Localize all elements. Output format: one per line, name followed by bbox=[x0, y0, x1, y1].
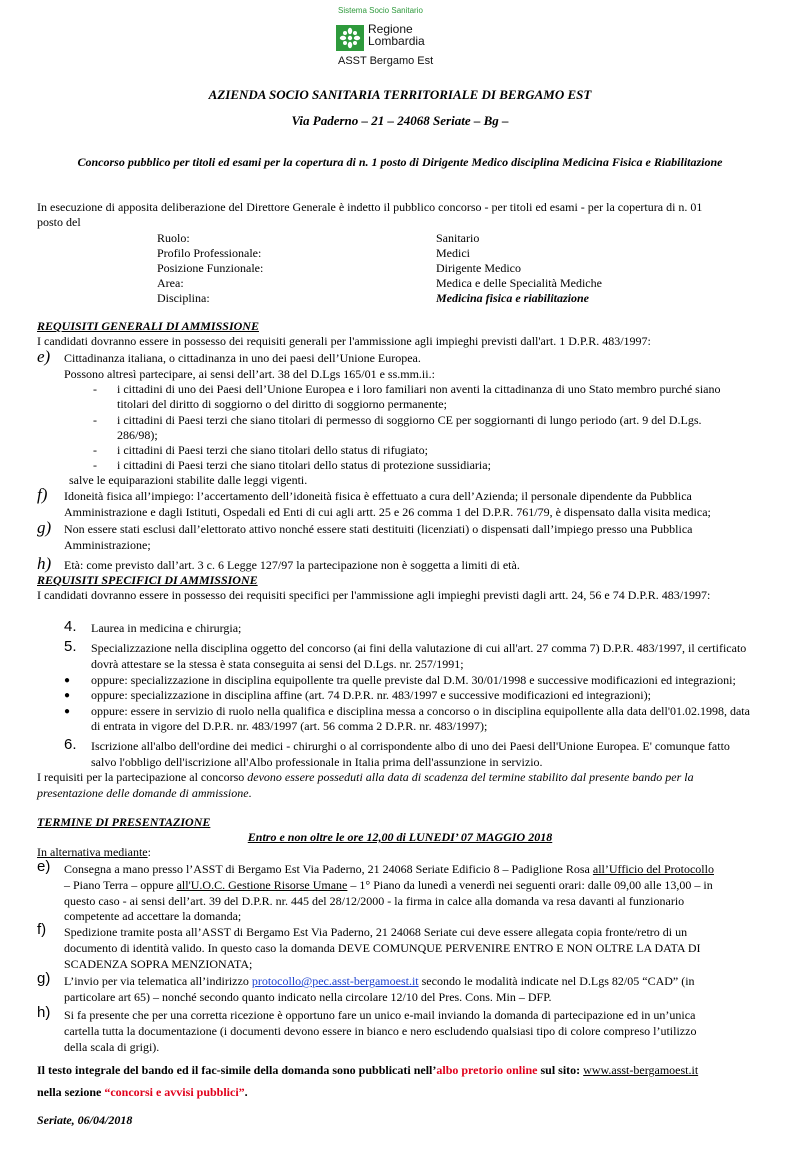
requisiti-note-dot: . bbox=[248, 786, 252, 800]
list-number: 6. bbox=[64, 736, 77, 753]
alternativa-label: In alternativa mediante bbox=[37, 845, 148, 859]
generali-f-text-cont: Amministrazione e dagli Istituti, Ospedali ed Enti di cui agli artt. 25 e 26 comma 1 del D.P.R. 761/79, è dispensato dalla visita medica; bbox=[64, 505, 711, 519]
posto-label: Ruolo: bbox=[157, 231, 190, 245]
generali-e-text: Cittadinanza italiana, o cittadinanza in uno dei paesi dell’Unione Europea. bbox=[64, 351, 421, 365]
section-heading-generali: REQUISITI GENERALI DI AMMISSIONE bbox=[37, 319, 259, 333]
specifici-5-text: Specializzazione nella disciplina oggetto del concorso (ai fini della valutazione di cui all'art. 27 comma 7) D.P.R. 483/1997, il certificato bbox=[91, 641, 747, 655]
dash-marker: - bbox=[93, 443, 97, 457]
website-link[interactable]: www.asst-bergamoest.it bbox=[583, 1063, 699, 1077]
dash-marker: - bbox=[93, 458, 97, 472]
termine-g-line-2: particolare art 65) – nonché secondo quanto indicato nella circolare 12/10 del Pres. Cons. Min – DFP. bbox=[64, 990, 552, 1004]
concorsi-section-text: “concorsi e avvisi pubblici” bbox=[104, 1085, 245, 1099]
posto-label: Posizione Funzionale: bbox=[157, 261, 264, 275]
requisiti-note-cont bbox=[37, 786, 252, 801]
dash-marker: - bbox=[93, 413, 97, 427]
termine-g-text: secondo le modalità indicate nel D.Lgs 82/05 “CAD” (in bbox=[418, 974, 695, 988]
generali-g-text-cont: Amministrazione; bbox=[64, 538, 151, 552]
albo-pretorio-text: albo pretorio online bbox=[436, 1063, 538, 1077]
logo-regione-lombardia bbox=[368, 23, 425, 47]
posto-label: Profilo Professionale: bbox=[157, 246, 262, 260]
posto-value: Medicina fisica e riabilitazione bbox=[436, 291, 589, 305]
intro-line-2: posto del bbox=[37, 215, 81, 229]
pec-email-link[interactable]: protocollo@pec.asst-bergamoest.it bbox=[251, 974, 419, 988]
posto-label: Disciplina: bbox=[157, 291, 210, 305]
termine-deadline: Entro e non oltre le ore 12,00 di LUNEDI’ 07 MAGGIO 2018 bbox=[247, 830, 553, 844]
termine-e-text: Consegna a mano presso l’ASST di Bergamo Est Via Paderno, 21 24068 Seriate Edificio 8 – Padiglione Rosa bbox=[64, 862, 593, 876]
generali-f-text: Idoneità fisica all’impiego: l’accertamento dell’idoneità fisica è effettuato a cura dell’Azienda; il personale dipendente da Pubblica bbox=[64, 489, 692, 503]
termine-h-line-2: cartella tutta la documentazione (i documenti devono essere in bianco e nero escludendo qualsiasi tipo di colore compreso l’utilizzo bbox=[64, 1024, 697, 1038]
posto-value: Dirigente Medico bbox=[436, 261, 521, 275]
termine-f-line-1: Spedizione tramite posta all’ASST di Bergamo Est Via Paderno, 21 24068 Seriate cui deve essere allegata copia fronte/retro di un bbox=[64, 925, 688, 939]
generali-intro: I candidati dovranno essere in possesso dei requisiti generali per l'ammissione agli impieghi previsti dall'art. 1 D.P.R. 483/1997: bbox=[37, 334, 651, 348]
termine-g-line-1 bbox=[64, 974, 695, 989]
bullet-icon: ● bbox=[64, 675, 71, 686]
termine-e-line-4: competente ad accettare la domanda; bbox=[64, 909, 242, 923]
specifici-bullet-3: oppure: essere in servizio di ruolo nella qualifica e disciplina messa a concorso o in disciplina equipollente alla data dell'01.02.1998, data bbox=[91, 704, 750, 718]
termine-f-line-2: documento di identità valido. In questo caso la domanda DEVE COMUNQUE PERVENIRE ENTRO E NON OLTRE LA DATA DI bbox=[64, 941, 701, 955]
specifici-bullet-1: oppure: specializzazione in disciplina equipollente tra quelle previste dal D.M. 30/01/1998 e successive modificazioni ed integrazioni; bbox=[91, 673, 736, 687]
agency-title: AZIENDA SOCIO SANITARIA TERRITORIALE DI BERGAMO EST bbox=[208, 87, 592, 102]
bullet-icon: ● bbox=[64, 706, 71, 717]
list-number: 4. bbox=[64, 618, 77, 635]
section-heading-termine: TERMINE DI PRESENTAZIONE bbox=[37, 815, 211, 829]
termine-e-line-3: questo caso - ai sensi dell’art. 39 del D.P.R. nr. 445 del 28/12/2000 - la firma in calce alla domanda va resa davanti al funzionario bbox=[64, 894, 685, 908]
dash-item: i cittadini di Paesi terzi che siano titolari dello status di rifugiato; bbox=[117, 443, 428, 457]
specifici-4-text: Laurea in medicina e chirurgia; bbox=[91, 621, 242, 635]
specifici-bullet-3-cont: di entrata in vigore del D.P.R. nr. 483/1997 (art. 56 comma 2 D.P.R. nr. 483/1997); bbox=[91, 719, 488, 733]
dash-item: i cittadini di uno dei Paesi dell’Unione Europea e i loro familiari non aventi la cittadinanza di uno Stato membro purché siano bbox=[117, 382, 721, 396]
generali-h-text: Età: come previsto dall’art. 3 c. 6 Legge 127/97 la partecipazione non è soggetta a limiti di età. bbox=[64, 558, 520, 572]
termine-h-line-3: della scala di grigi). bbox=[64, 1040, 160, 1054]
generali-e-text-2: Possono altresì partecipare, ai sensi dell’art. 38 del D.Lgs 165/01 e ss.mm.ii.: bbox=[64, 367, 435, 381]
list-marker: h) bbox=[37, 1004, 51, 1021]
dash-item: i cittadini di Paesi terzi che siano titolari di permesso di soggiorno CE per soggiornanti di lungo periodo (art. 9 del D.Lgs. bbox=[117, 413, 702, 427]
specifici-bullet-2: oppure: specializzazione in disciplina affine (art. 74 D.P.R. nr. 483/1997 e successive modificazioni ed integrazioni); bbox=[91, 688, 651, 702]
concorso-title: Concorso pubblico per titoli ed esami per la copertura di n. 1 posto di Dirigente Medico disciplina Medicina Fisica e Riabilitazione bbox=[77, 155, 723, 169]
specifici-6-text: Iscrizione all'albo dell'ordine dei medici - chirurghi o al corrispondente albo di uno dei Paesi dell'Unione Europea. E' comunque fatto bbox=[91, 739, 730, 753]
requisiti-note bbox=[37, 770, 694, 785]
logo-asst-text: ASST Bergamo Est bbox=[338, 55, 434, 67]
regione-lombardia-logo bbox=[330, 6, 470, 68]
uoc-risorse-umane-text: all'U.O.C. Gestione Risorse Umane bbox=[176, 878, 348, 892]
list-marker: e) bbox=[37, 858, 51, 875]
posto-value: Medici bbox=[436, 246, 470, 260]
footer-line-1 bbox=[37, 1063, 698, 1078]
footer-text: sul sito: bbox=[537, 1063, 584, 1077]
dash-marker: - bbox=[93, 382, 97, 396]
intro-line-1: In esecuzione di apposita deliberazione del Direttore Generale è indetto il pubblico concorso - per titoli ed esami - per la copertura di n. 01 bbox=[37, 200, 703, 214]
agency-address: Via Paderno – 21 – 24068 Seriate – Bg – bbox=[291, 113, 509, 128]
footer-text: nella sezione bbox=[37, 1085, 105, 1099]
footer-text: Il testo integrale del bando ed il fac-simile della domanda sono pubblicati nell’ bbox=[37, 1063, 437, 1077]
specifici-intro: I candidati dovranno essere in possesso dei requisiti specifici per l'ammissione agli impieghi previsti dagli artt. 24, 56 e 74 D.P.R. 483/1997: bbox=[37, 588, 711, 602]
list-marker: f) bbox=[37, 921, 47, 938]
footer-text: . bbox=[244, 1085, 248, 1099]
logo-sistema-text: Sistema Socio Sanitario bbox=[338, 6, 423, 15]
list-marker: f) bbox=[37, 485, 48, 504]
list-marker: g) bbox=[37, 970, 51, 987]
requisiti-note-italic-2: presentazione delle domande di ammissione bbox=[37, 786, 249, 800]
specifici-6-text-cont: salvo l'obbligo dell'iscrizione all'Albo professionale in Italia prima dell'assunzione in servizio. bbox=[91, 755, 543, 769]
termine-g-text: L’invio per via telematica all’indirizzo bbox=[64, 974, 252, 988]
posto-label: Area: bbox=[157, 276, 184, 290]
section-heading-specifici: REQUISITI SPECIFICI DI AMMISSIONE bbox=[37, 573, 258, 587]
termine-e-text: – 1° Piano da lunedì a venerdì nei seguenti orari: dalle 09,00 alle 13,00 – in bbox=[347, 878, 713, 892]
signature-date: Seriate, 06/04/2018 bbox=[37, 1113, 133, 1127]
termine-f-line-3: SCADENZA SOPRA MENZIONATA; bbox=[64, 957, 253, 971]
list-marker: h) bbox=[37, 554, 52, 573]
ufficio-protocollo-text: all’Ufficio del Protocollo bbox=[592, 862, 714, 876]
posto-value: Medica e delle Specialità Mediche bbox=[436, 276, 602, 290]
logo-regione-text: Regione bbox=[368, 22, 413, 36]
dash-item-cont: titolari del diritto di soggiorno o del diritto di soggiorno permanente; bbox=[117, 397, 447, 411]
generali-g-text: Non essere stati esclusi dall’elettorato attivo nonché essere stati destituiti (licenziati) o dispensati dall’impiego presso una Pubblica bbox=[64, 522, 693, 536]
dash-item-cont: 286/98); bbox=[117, 428, 158, 442]
termine-e-line-2 bbox=[64, 878, 713, 893]
requisiti-note-italic: devono essere posseduti alla data di scadenza del termine stabilito dal presente bando per la bbox=[247, 770, 694, 784]
dash-item: i cittadini di Paesi terzi che siano titolari dello status di protezione sussidiaria; bbox=[117, 458, 491, 472]
alternativa-colon: : bbox=[147, 845, 151, 859]
footer-line-2 bbox=[37, 1085, 248, 1100]
list-number: 5. bbox=[64, 638, 77, 655]
logo-lombardia-text: Lombardia bbox=[368, 34, 425, 48]
lombardia-rose-icon bbox=[336, 25, 364, 51]
termine-alternativa bbox=[37, 845, 151, 860]
specifici-5-text-cont: dovrà attestare se la stessa è stata conseguita ai sensi del D.Lgs. nr. 257/1991; bbox=[91, 657, 464, 671]
termine-h-line-1: Si fa presente che per una corretta ricezione è opportuno fare un unico e-mail inviando la domanda di partecipazione ed in un’unica bbox=[64, 1008, 696, 1022]
generali-salve: salve le equiparazioni stabilite dalle leggi vigenti. bbox=[69, 473, 308, 487]
list-marker: g) bbox=[37, 518, 52, 537]
requisiti-note-plain: I requisiti per la partecipazione al concorso bbox=[37, 770, 248, 784]
termine-e-line-1 bbox=[64, 862, 714, 877]
termine-e-text: – Piano Terra – oppure bbox=[64, 878, 177, 892]
posto-value: Sanitario bbox=[436, 231, 480, 245]
list-marker: e) bbox=[37, 347, 51, 366]
bullet-icon: ● bbox=[64, 690, 71, 701]
